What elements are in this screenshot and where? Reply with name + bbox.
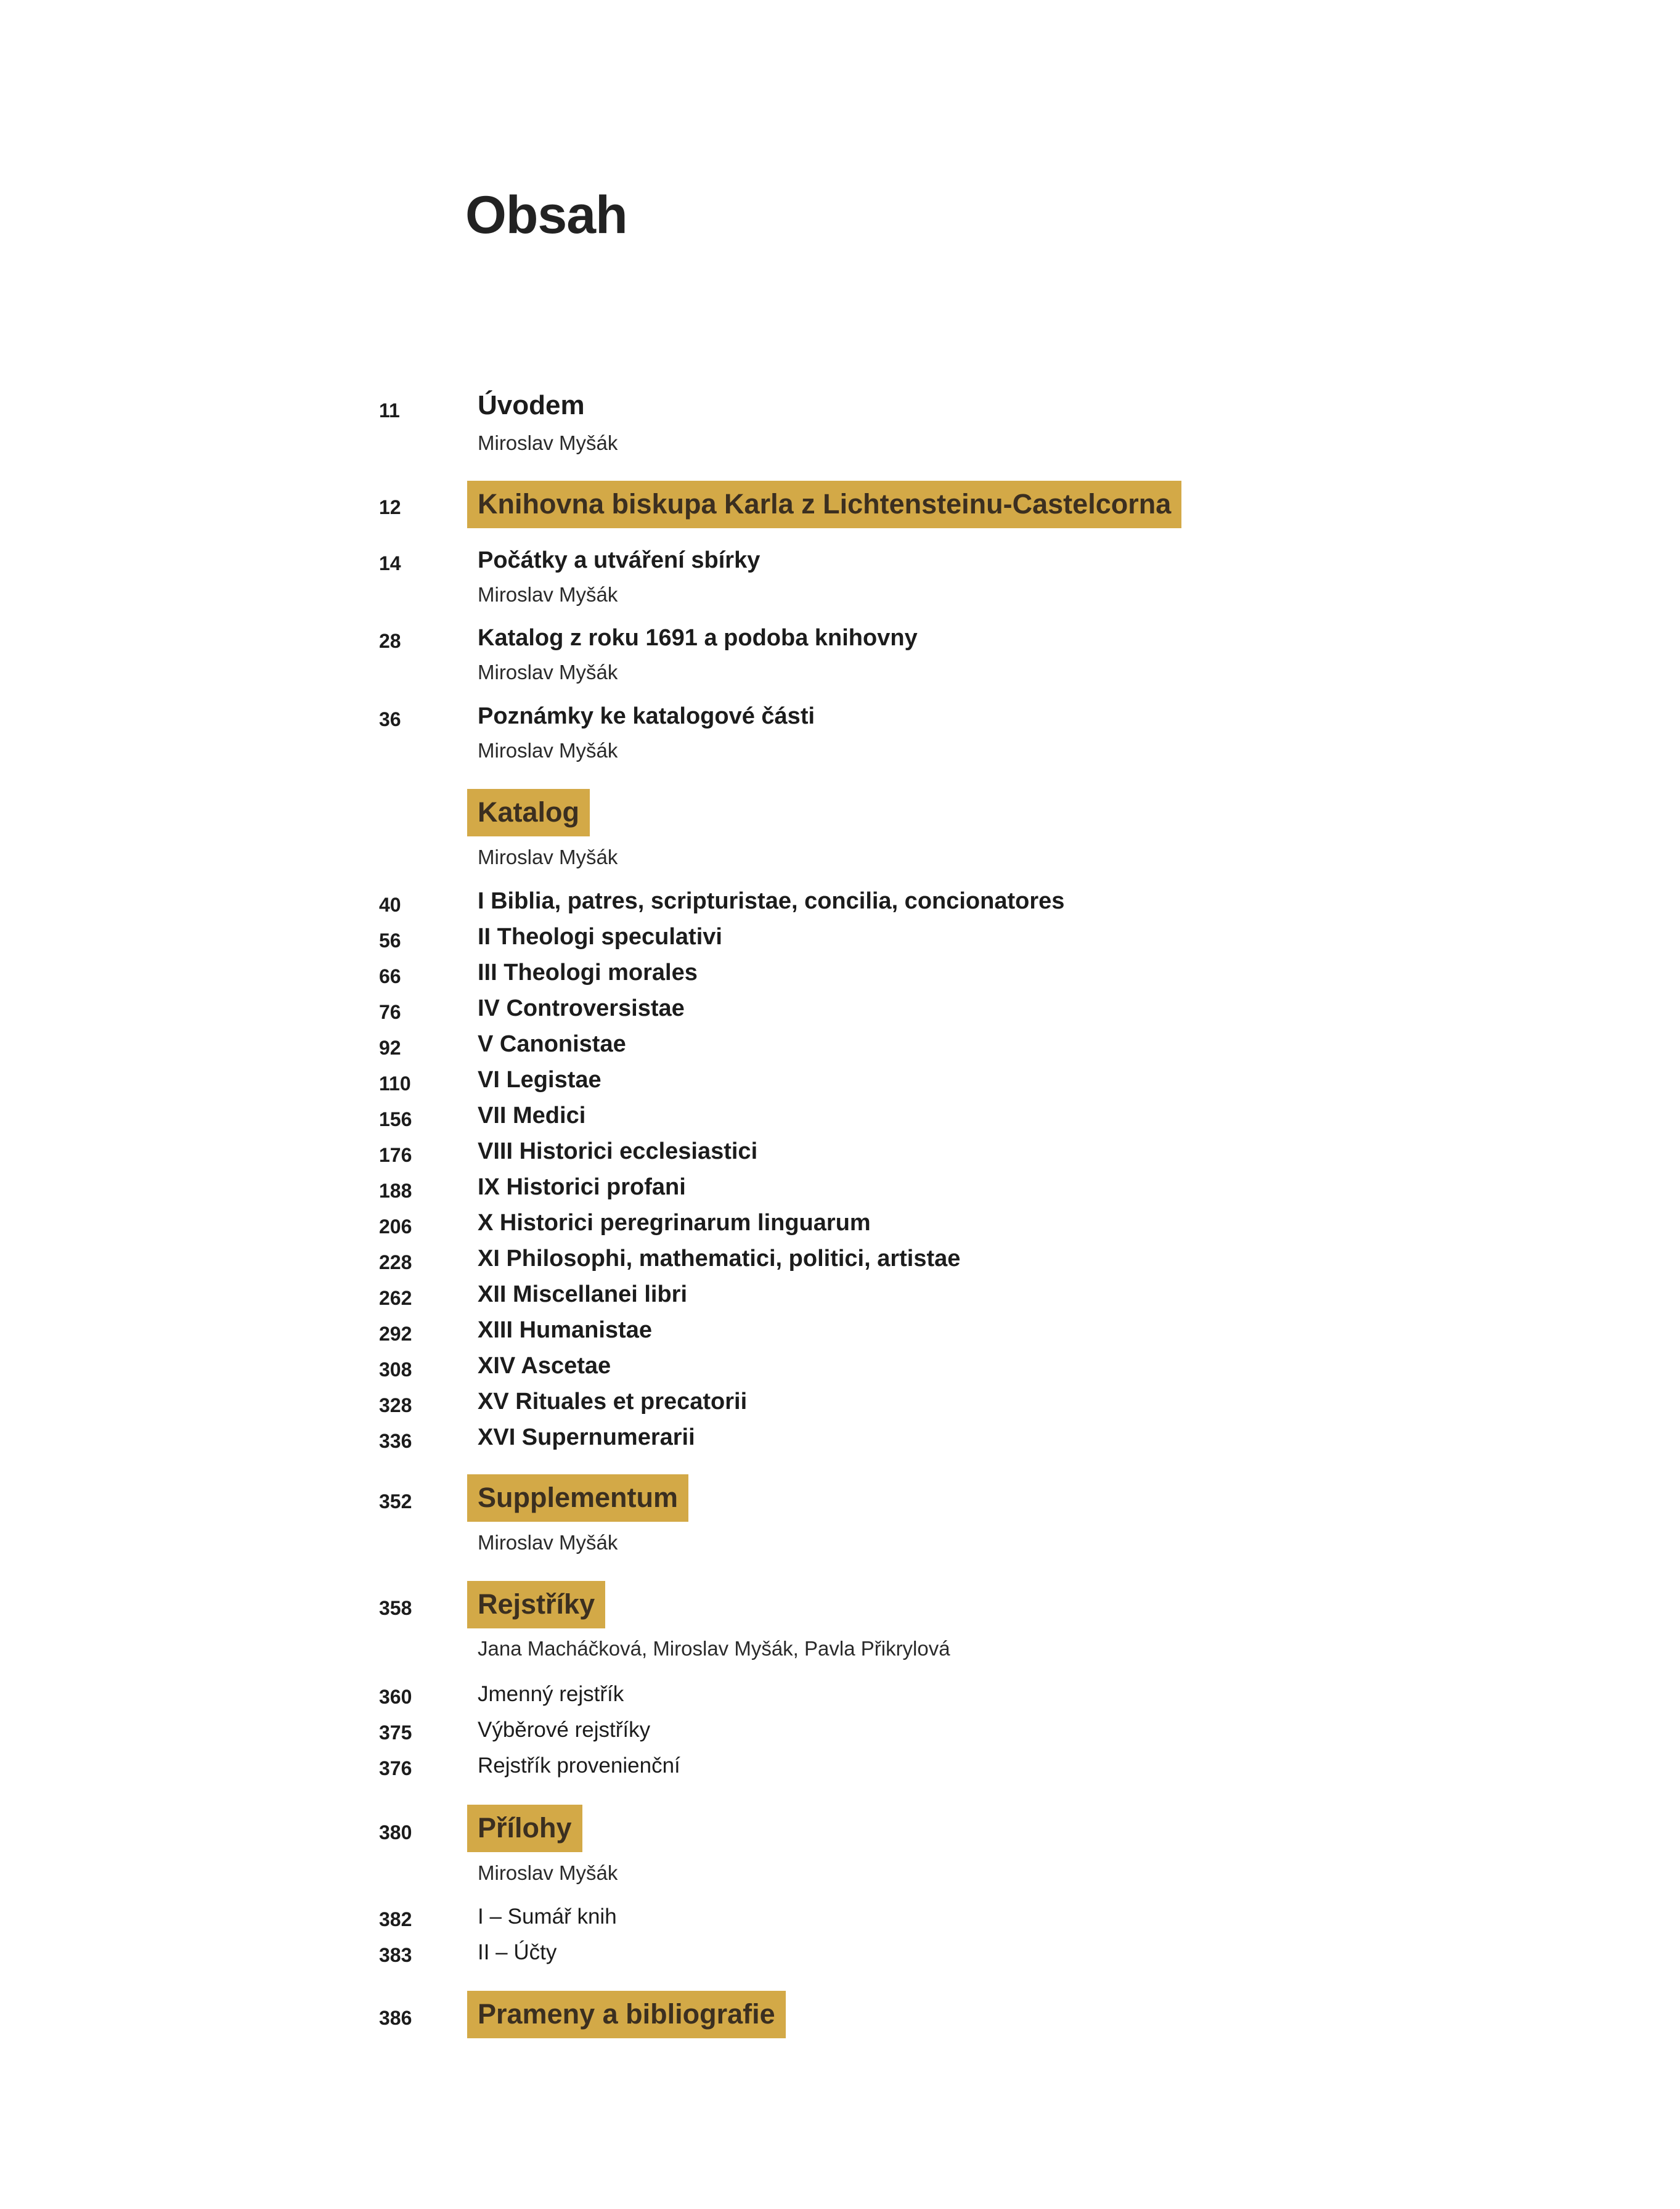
toc-section-heading[interactable]: Prameny a bibliografie bbox=[467, 1991, 786, 2038]
toc-page-number: 375 bbox=[379, 1721, 412, 1744]
toc-entry-title[interactable]: I – Sumář knih bbox=[478, 1905, 617, 1929]
toc-entry-title[interactable]: XIV Ascetae bbox=[478, 1353, 611, 1379]
toc-entry-title[interactable]: II – Účty bbox=[478, 1940, 557, 1964]
toc-page-number: 360 bbox=[379, 1686, 412, 1708]
toc-entry-author: Miroslav Myšák bbox=[478, 431, 618, 454]
toc-page-number: 308 bbox=[379, 1358, 412, 1381]
toc-entry-title[interactable]: Poznámky ke katalogové části bbox=[478, 703, 815, 729]
toc-page-number: 328 bbox=[379, 1394, 412, 1416]
toc-entry-title[interactable]: VI Legistae bbox=[478, 1067, 601, 1093]
toc-page-number: 110 bbox=[379, 1072, 411, 1095]
toc-page-number: 376 bbox=[379, 1757, 412, 1779]
toc-entry-title[interactable]: VIII Historici ecclesiastici bbox=[478, 1138, 758, 1164]
toc-page-number: 382 bbox=[379, 1908, 412, 1930]
toc-entry-title[interactable]: I Biblia, patres, scripturistae, concilia, concionatores bbox=[478, 888, 1065, 914]
toc-section-author: Miroslav Myšák bbox=[478, 846, 618, 868]
toc-section-heading[interactable]: Knihovna biskupa Karla z Lichtensteinu-Castelcorna bbox=[467, 481, 1181, 528]
toc-entry-author: Miroslav Myšák bbox=[478, 661, 618, 684]
toc-section-heading[interactable]: Přílohy bbox=[467, 1805, 582, 1852]
toc-page-number: 336 bbox=[379, 1430, 412, 1452]
toc-entry-title[interactable]: Rejstřík provenienční bbox=[478, 1754, 680, 1778]
toc-page-number: 206 bbox=[379, 1215, 412, 1238]
toc-entry-title[interactable]: XV Rituales et precatorii bbox=[478, 1389, 748, 1415]
toc-entry-author: Miroslav Myšák bbox=[478, 739, 618, 762]
toc-page-number: 92 bbox=[379, 1037, 401, 1059]
toc-entry-title[interactable]: XVI Supernumerarii bbox=[478, 1424, 695, 1450]
toc-page-number: 352 bbox=[379, 1490, 412, 1513]
toc-page-number: 262 bbox=[379, 1287, 412, 1309]
toc-page-number: 28 bbox=[379, 630, 401, 652]
toc-page-number: 11 bbox=[379, 399, 400, 422]
toc-page-number: 383 bbox=[379, 1944, 412, 1966]
toc-page-number: 386 bbox=[379, 2007, 412, 2029]
toc-page-number: 358 bbox=[379, 1597, 412, 1619]
page-title: Obsah bbox=[465, 186, 627, 245]
toc-section-author: Miroslav Myšák bbox=[478, 1861, 618, 1884]
toc-entry-title[interactable]: II Theologi speculativi bbox=[478, 924, 722, 950]
toc-page-number: 66 bbox=[379, 965, 401, 987]
toc-entry-title[interactable]: V Canonistae bbox=[478, 1031, 626, 1057]
toc-entry-title[interactable]: Katalog z roku 1691 a podoba knihovny bbox=[478, 625, 918, 651]
toc-entry-title[interactable]: Jmenný rejstřík bbox=[478, 1682, 624, 1706]
toc-page-number: 380 bbox=[379, 1821, 412, 1844]
toc-entry-title[interactable]: Úvodem bbox=[478, 390, 585, 420]
toc-entry-title[interactable]: III Theologi morales bbox=[478, 960, 698, 986]
toc-entry-title[interactable]: XI Philosophi, mathematici, politici, artistae bbox=[478, 1246, 961, 1272]
toc-entry-author: Miroslav Myšák bbox=[478, 583, 618, 606]
toc-entry-title[interactable]: VII Medici bbox=[478, 1103, 586, 1129]
toc-entry-title[interactable]: X Historici peregrinarum linguarum bbox=[478, 1210, 871, 1236]
toc-page-number: 228 bbox=[379, 1251, 412, 1273]
toc-page-number: 292 bbox=[379, 1323, 412, 1345]
toc-entry-title[interactable]: XIII Humanistae bbox=[478, 1317, 652, 1343]
toc-entry-title[interactable]: Počátky a utváření sbírky bbox=[478, 547, 760, 573]
toc-entry-title[interactable]: IX Historici profani bbox=[478, 1174, 686, 1200]
toc-page-number: 176 bbox=[379, 1144, 412, 1166]
toc-section-heading[interactable]: Katalog bbox=[467, 789, 590, 836]
toc-page-number: 156 bbox=[379, 1108, 412, 1130]
toc-section-author: Jana Macháčková, Miroslav Myšák, Pavla Přikrylová bbox=[478, 1637, 950, 1660]
toc-page-number: 14 bbox=[379, 552, 401, 574]
toc-page-number: 188 bbox=[379, 1180, 412, 1202]
toc-page-number: 56 bbox=[379, 929, 401, 952]
toc-page-number: 40 bbox=[379, 894, 401, 916]
toc-page-number: 76 bbox=[379, 1001, 401, 1023]
toc-section-heading[interactable]: Rejstříky bbox=[467, 1581, 605, 1628]
toc-section-author: Miroslav Myšák bbox=[478, 1531, 618, 1554]
toc-page-number: 12 bbox=[379, 496, 401, 518]
toc-entry-title[interactable]: Výběrové rejstříky bbox=[478, 1718, 651, 1742]
toc-entry-title[interactable]: IV Controversistae bbox=[478, 995, 685, 1021]
toc-entry-title[interactable]: XII Miscellanei libri bbox=[478, 1281, 688, 1307]
toc-section-heading[interactable]: Supplementum bbox=[467, 1474, 688, 1522]
toc-page-number: 36 bbox=[379, 708, 401, 730]
